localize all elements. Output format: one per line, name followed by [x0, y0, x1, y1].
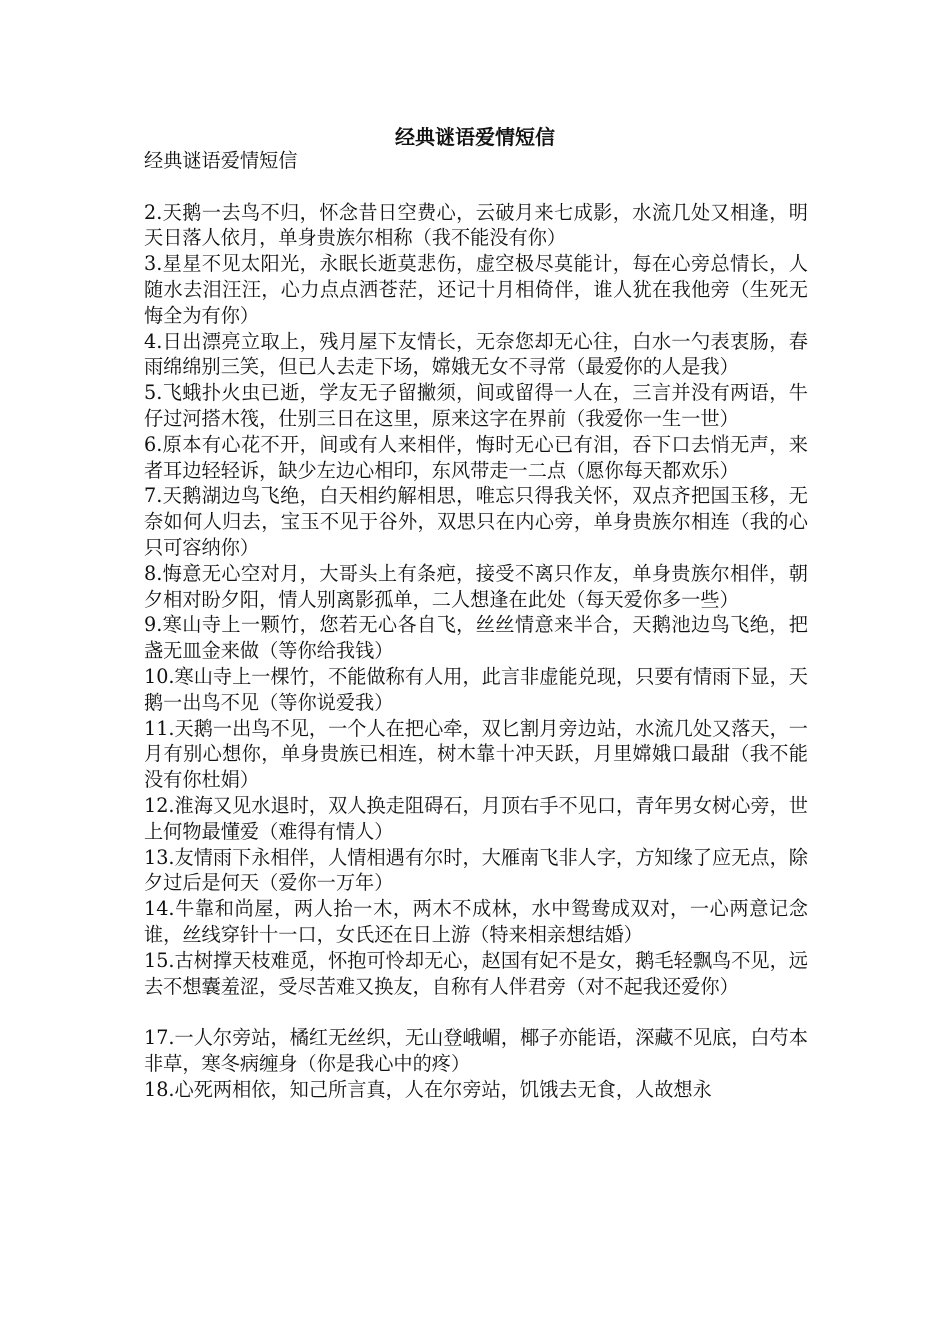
- riddle-paragraph: 9.寒山寺上一颗竹，您若无心各自飞，丝丝情意来半合，天鹅池边鸟飞绝，把盏无皿金来做（等你给我钱）: [144, 613, 808, 663]
- document-title: 经典谜语爱情短信: [395, 125, 555, 149]
- riddle-paragraph: 7.天鹅湖边鸟飞绝，白天相约解相思，唯忘只得我关怀，双点齐把国玉移，无奈如何人归去，宝玉不见于谷外，双思只在内心旁，单身贵族尔相连（我的心只可容纳你）: [144, 484, 808, 559]
- riddle-paragraph: 3.星星不见太阳光，永眠长逝莫悲伤，虚空极尽莫能计，每在心旁总情长，人随水去泪汪汪，心力点点洒苍茫，还记十月相倚伴，谁人犹在我他旁（生死无悔全为有你）: [144, 252, 808, 327]
- riddle-paragraph: 17.一人尔旁站，橘红无丝织，无山登峨嵋，椰子亦能语，深藏不见底，白芍本非草，寒冬病缠身（你是我心中的疼）: [144, 1026, 808, 1075]
- document-subtitle: 经典谜语爱情短信: [144, 149, 298, 172]
- riddle-paragraph: 11.天鹅一出鸟不见，一个人在把心牵，双匕割月旁边站，水流几处又落天，一月有别心想你，单身贵族已相连，树木靠十冲天跃，月里嫦娥口最甜（我不能没有你杜娟）: [144, 716, 808, 792]
- riddle-paragraph: 6.原本有心花不开，间或有人来相伴，悔时无心已有泪，吞下口去悄无声，来者耳边轻轻诉，缺少左边心相印，东风带走一二点（愿你每天都欢乐）: [144, 432, 808, 482]
- riddle-paragraph: 10.寒山寺上一棵竹，不能做称有人用，此言非虚能兑现，只要有情雨下显，天鹅一出鸟不见（等你说爱我）: [144, 664, 808, 714]
- riddle-paragraph: 4.日出漂亮立取上，残月屋下友情长，无奈您却无心往，白水一勺表衷肠，春雨绵绵别三笑，但已人去走下场，嫦娥无女不寻常（最爱你的人是我）: [144, 329, 808, 379]
- riddle-paragraph: 5.飞蛾扑火虫已逝，学友无子留撇须，间或留得一人在，三言并没有两语，牛仔过河搭木筏，仕别三日在这里，原来这字在界前（我爱你一生一世）: [144, 381, 808, 430]
- riddle-paragraph: 13.友情雨下永相伴，人情相遇有尔时，大雁南飞非人字，方知缘了应无点，除夕过后是何天（爱你一万年）: [144, 845, 808, 895]
- riddle-paragraph: 12.淮海又见水退时，双人换走阻碍石，月顶右手不见口，青年男女树心旁，世上何物最懂爱（难得有情人）: [144, 793, 808, 843]
- document-body: [144, 148, 808, 1102]
- riddle-paragraph: 8.悔意无心空对月，大哥头上有条疤，接受不离只作友，单身贵族尔相伴，朝夕相对盼夕阳，情人别离影孤单，二人想逢在此处（每天爱你多一些）: [144, 561, 808, 611]
- riddle-paragraph: 2.天鹅一去鸟不归，怀念昔日空费心，云破月来七成影，水流几处又相逢，明天日落人依月，单身贵族尔相称（我不能没有你）: [144, 200, 808, 250]
- riddle-paragraph: 15.古树撑天枝难觅，怀抱可怜却无心，赵国有妃不是女，鹅毛轻飘鸟不见，远去不想囊羞涩，受尽苦难又换友，自称有人伴君旁（对不起我还爱你）: [144, 948, 808, 998]
- paragraph-gap: [144, 999, 808, 1025]
- paragraph-gap: [144, 174, 808, 200]
- riddle-paragraph: 18.心死两相依，知己所言真，人在尔旁站，饥饿去无食，人故想永: [144, 1077, 712, 1101]
- riddle-paragraph: 14.牛靠和尚屋，两人抬一木，两木不成林，水中鸳鸯成双对，一心两意记念谁，丝线穿针十一口，女氏还在日上游（特来相亲想结婚）: [144, 897, 808, 946]
